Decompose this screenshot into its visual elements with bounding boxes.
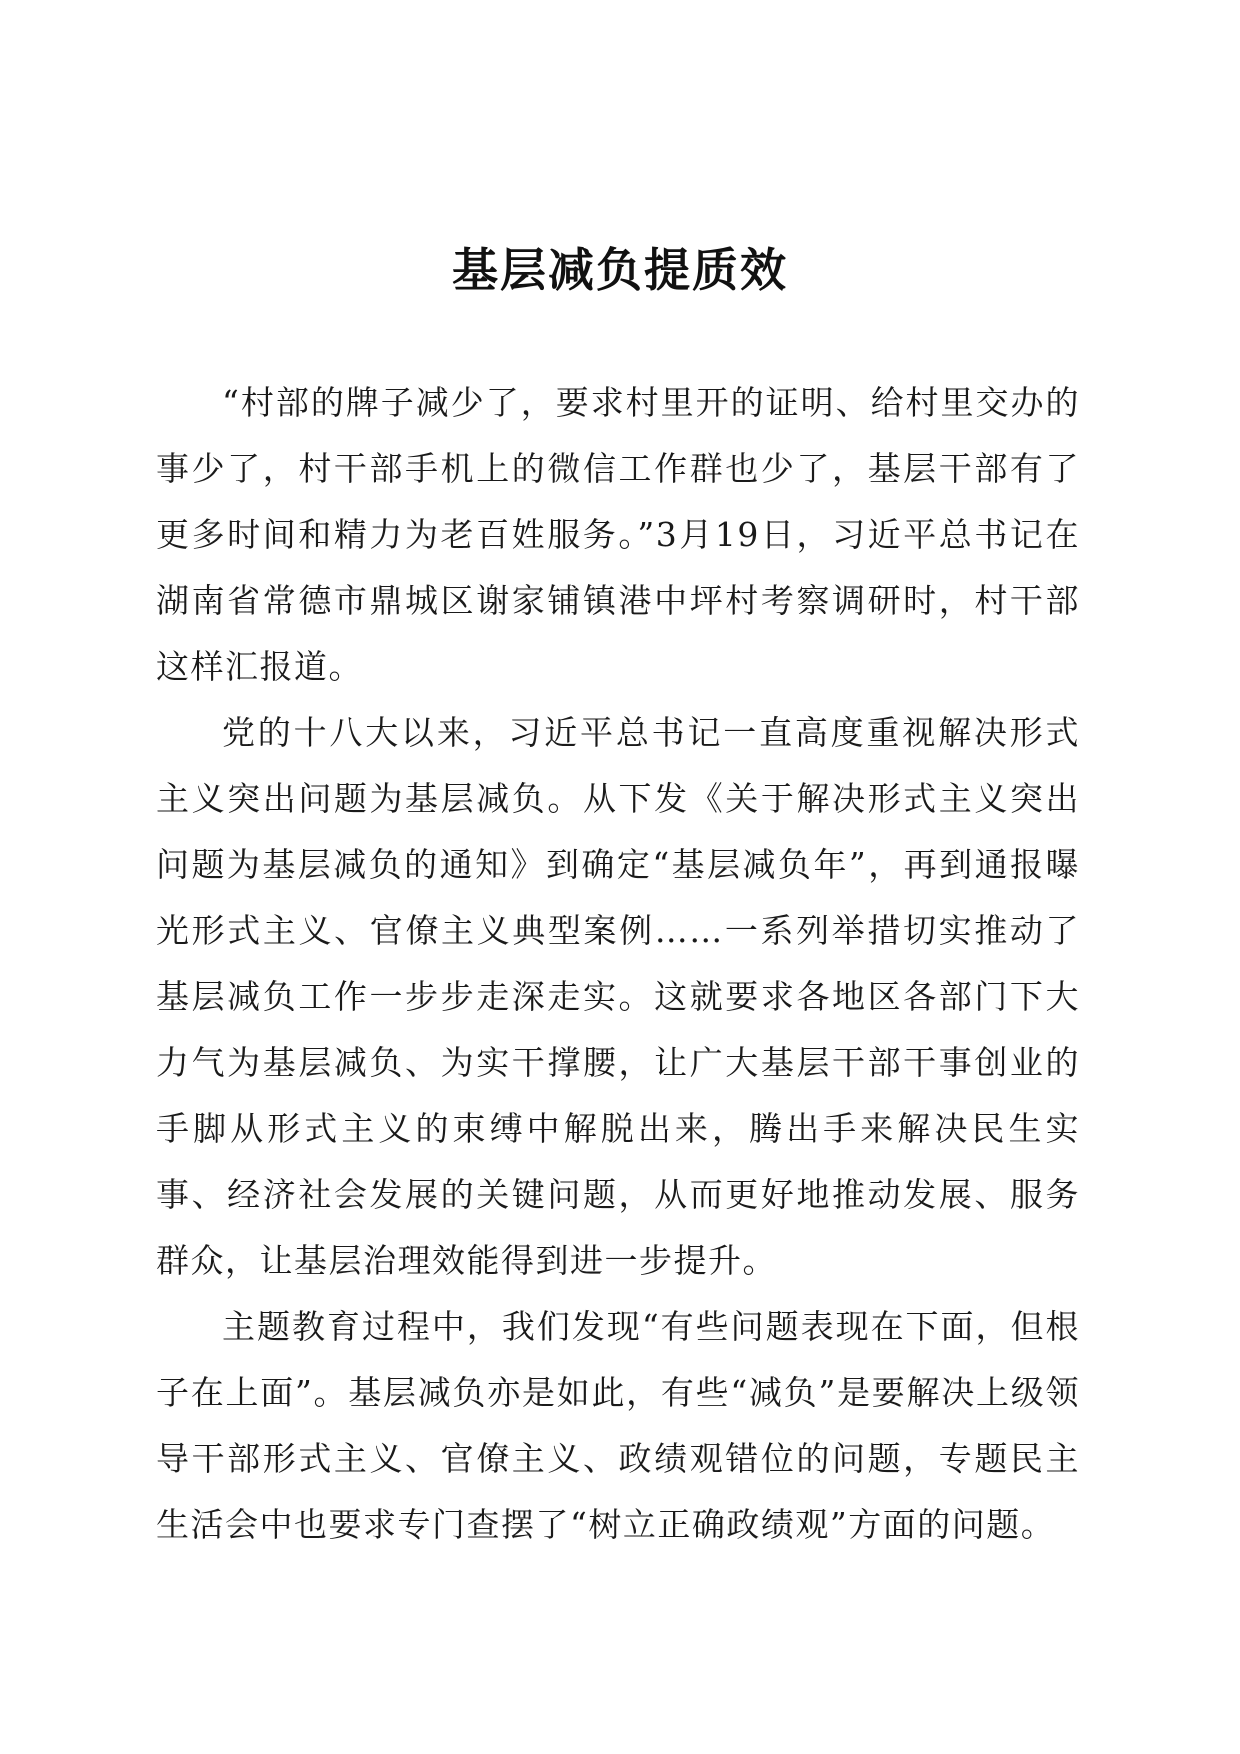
document-body: [156, 370, 1080, 1558]
document-title: 基层减负提质效: [452, 243, 788, 297]
paragraph-3: 主题教育过程中，我们发现“有些问题表现在下面，但根子在上面”。基层减负亦是如此，有些“减负”是要解决上级领导干部形式主义、官僚主义、政绩观错位的问题，专题民主生活会中也要求专门查摆了“树立正确政绩观”方面的问题。: [156, 1307, 1080, 1544]
paragraph-1: “村部的牌子减少了，要求村里开的证明、给村里交办的事少了，村干部手机上的微信工作群也少了，基层干部有了更多时间和精力为老百姓服务。”3月19日，习近平总书记在湖南省常德市鼎城区谢家铺镇港中坪村考察调研时，村干部这样汇报道。: [156, 383, 1080, 686]
paragraph-2: 党的十八大以来，习近平总书记一直高度重视解决形式主义突出问题为基层减负。从下发《关于解决形式主义突出问题为基层减负的通知》到确定“基层减负年”，再到通报曝光形式主义、官僚主义典型案例……一系列举措切实推动了基层减负工作一步步走深走实。这就要求各地区各部门下大力气为基层减负、为实干撑腰，让广大基层干部干事创业的手脚从形式主义的束缚中解脱出来，腾出手来解决民生实事、经济社会发展的关键问题，从而更好地推动发展、服务群众，让基层治理效能得到进一步提升。: [156, 713, 1080, 1280]
